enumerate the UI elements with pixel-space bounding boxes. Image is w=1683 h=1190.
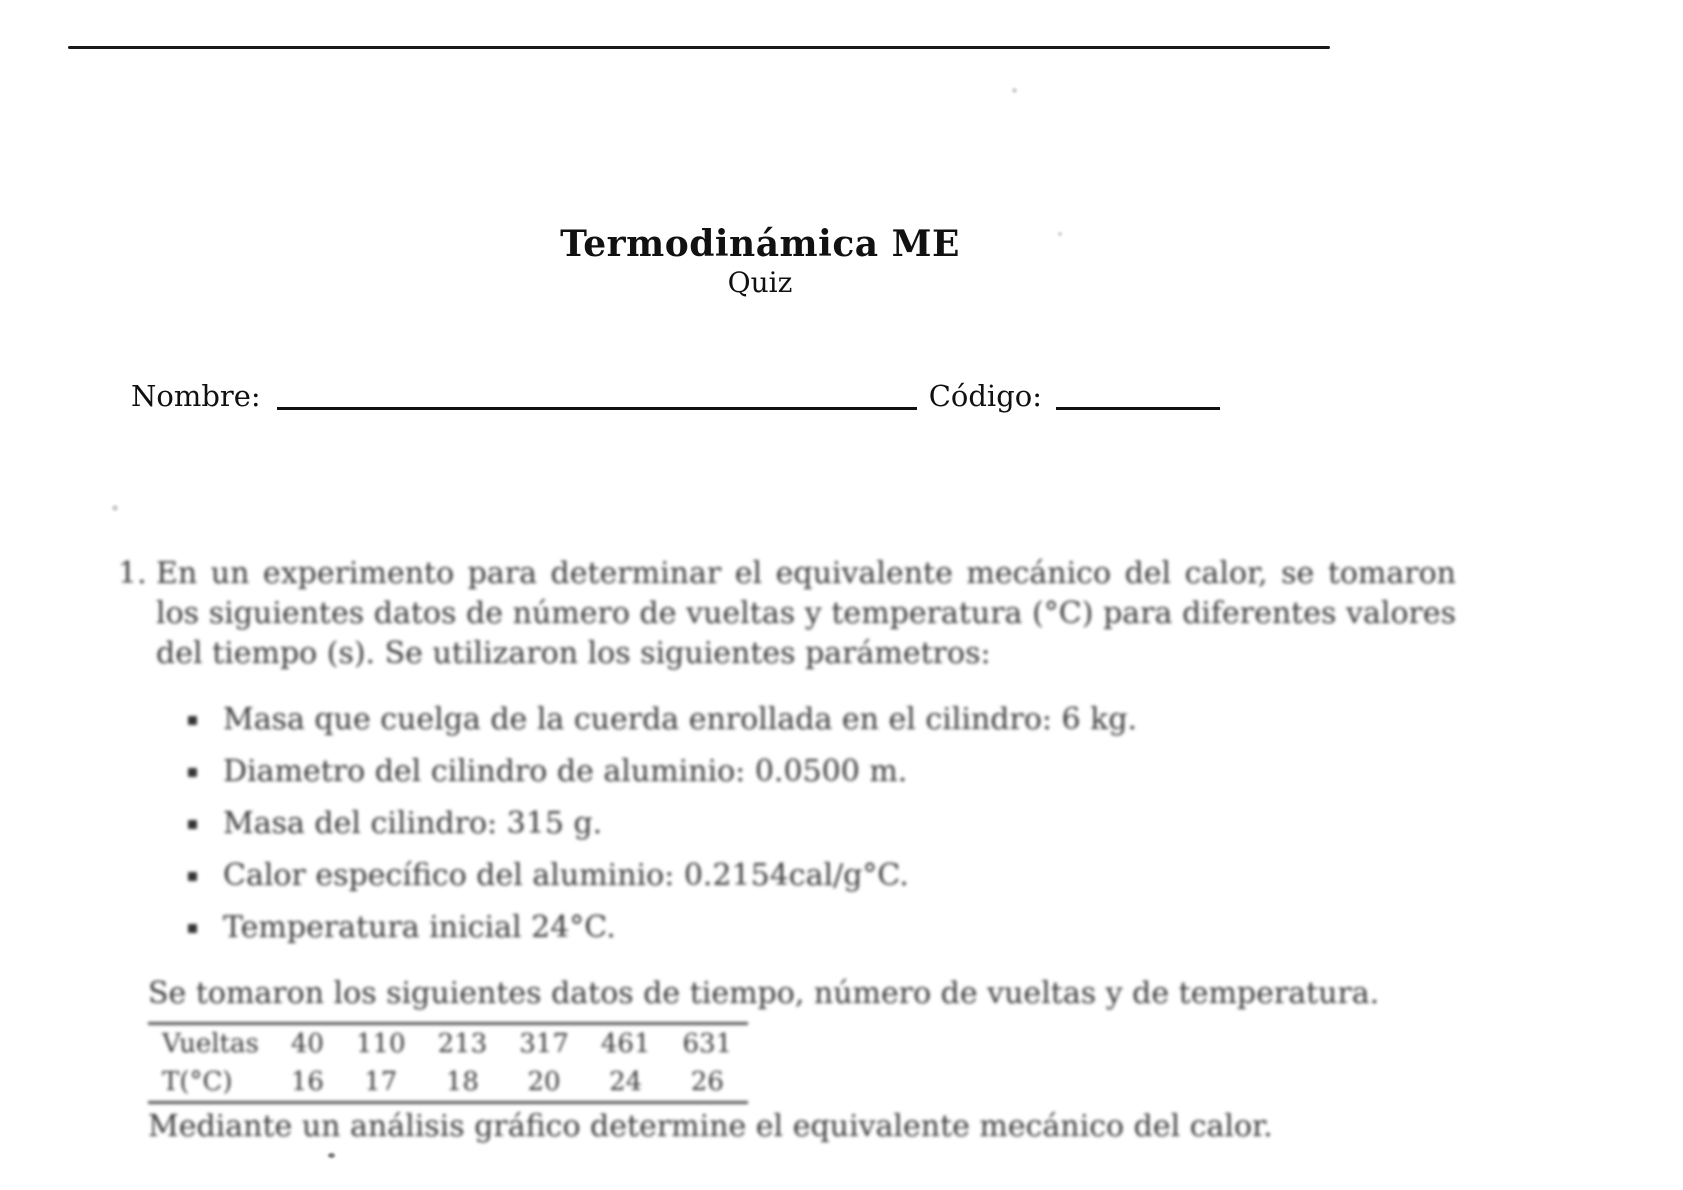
page-subtitle: Quiz — [727, 266, 793, 299]
table-row-header: T(°C) — [162, 1067, 233, 1097]
table-intro: Se tomaron los siguientes datos de tiempo, número de vueltas y de temperatura. — [148, 976, 1380, 1011]
table-cell: 18 — [445, 1067, 479, 1097]
scan-speck — [1012, 88, 1017, 93]
top-rule — [68, 46, 1330, 49]
list-item: Temperatura inicial 24°C. — [188, 902, 1137, 954]
parameter-list — [188, 694, 1137, 954]
table-row — [148, 1063, 748, 1103]
scan-speck — [112, 505, 118, 511]
code-label: Código: — [928, 379, 1042, 413]
problem-statement: En un experimento para determinar el equivalente mecánico del calor, se tomaron los siguientes datos de número de vueltas y temperatura (°C) para diferentes valores del tiempo (s). Se utilizaron los siguientes parámetros: — [156, 556, 1456, 671]
table-cell: 317 — [519, 1029, 569, 1059]
code-field[interactable] — [1056, 407, 1220, 410]
table-cell: 16 — [290, 1067, 324, 1097]
data-table — [148, 1022, 748, 1104]
list-item: Calor específico del aluminio: 0.2154cal/g°C. — [188, 850, 1137, 902]
scan-speck — [328, 1153, 335, 1158]
name-label: Nombre: — [131, 379, 261, 413]
list-item: Diametro del cilindro de aluminio: 0.0500 m. — [188, 746, 1137, 798]
table-row-header: Vueltas — [162, 1029, 259, 1059]
table-cell: 213 — [437, 1029, 488, 1059]
table-cell: 631 — [682, 1029, 733, 1059]
table-cell: 461 — [600, 1029, 651, 1059]
problem-number: 1. — [118, 556, 147, 591]
name-field[interactable] — [277, 407, 917, 410]
header — [0, 222, 1520, 300]
table-cell: 110 — [355, 1029, 406, 1059]
table-cell: 24 — [609, 1067, 643, 1097]
scan-speck — [1058, 232, 1062, 236]
table-cell: 20 — [527, 1067, 561, 1097]
list-item: Masa que cuelga de la cuerda enrollada en el cilindro: 6 kg. — [188, 694, 1137, 746]
table-cell: 17 — [364, 1067, 398, 1097]
list-item: Masa del cilindro: 315 g. — [188, 798, 1137, 850]
page-title: Termodinámica ME — [560, 223, 960, 265]
student-info-row — [131, 378, 1220, 414]
table-cell: 26 — [690, 1067, 724, 1097]
table-cell: 40 — [290, 1029, 324, 1059]
table-row — [148, 1024, 748, 1064]
closing-instruction: Mediante un análisis gráfico determine el equivalente mecánico del calor. — [148, 1109, 1273, 1144]
